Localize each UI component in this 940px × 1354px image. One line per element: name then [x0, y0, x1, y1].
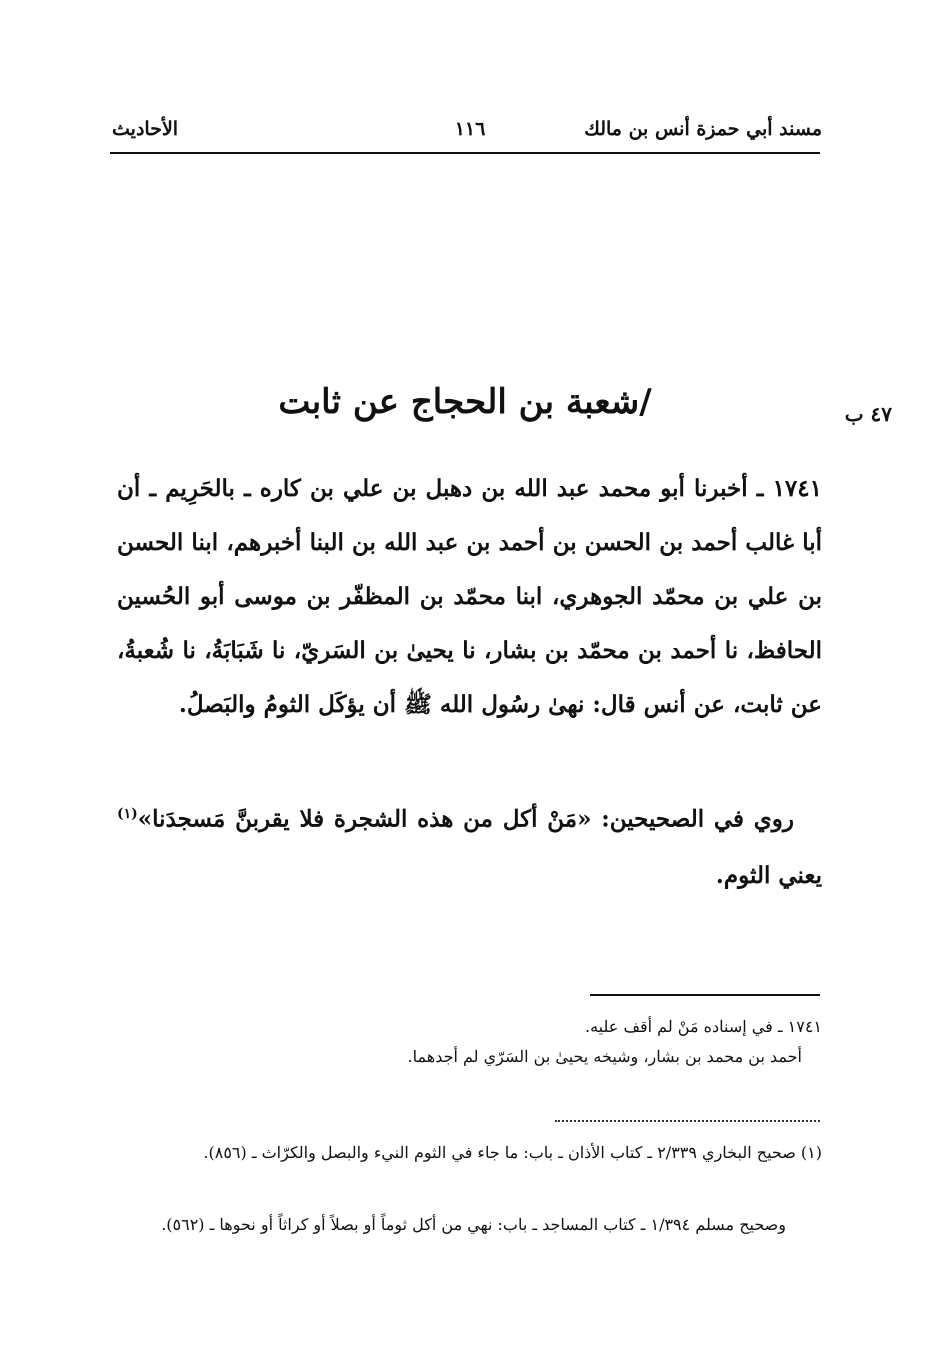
hadith-number: ١٧٤١ [772, 475, 822, 502]
footnote-ref[interactable]: (١) [117, 806, 138, 822]
footnote-1 [117, 1138, 822, 1168]
header-rule [110, 152, 820, 154]
footnote-separator [590, 994, 820, 996]
manuscript-folio-note: ٤٧ ب [844, 402, 892, 426]
footnote-1-text: صحيح البخاري ٢/٣٣٩ ـ كتاب الأذان ـ باب: ما جاء في الثوم النيء والبصل والكرّاث ـ (٨٥٦). [203, 1143, 796, 1162]
page-number: ١١٦ [454, 118, 486, 140]
running-title: مسند أبي حمزة أنس بن مالك [584, 118, 822, 140]
hadith-text [117, 462, 822, 732]
hadith-body: ـ أخبرنا أبو محمد عبد الله بن دهبل بن علي بن كاره ـ بالحَرِيم ـ أن أبا غالب أحمد بن الحسن بن أحمد بن عبد الله بن البنا أخبرهم، ابنا الحسن بن علي بن محمّد الجوهري، ابنا محمّد بن المظفّر بن موسى أبو الحُسين الحافظ، نا أحمد بن محمّد بن بشار، نا يحيىٰ بن السَريّ، نا شَبَابَةُ، نا شُعبةُ، عن ثابت، عن أنس قال: نهىٰ رسُول الله ﷺ أن يؤكَل الثومُ والبَصلُ. [117, 475, 822, 718]
commentary-text: روي في الصحيحين: «مَنْ أكل من هذه الشجرة فلا يقربنَّ مَسجدَنا» [137, 805, 794, 833]
hadith-footnote: ١٧٤١ ـ في إسناده مَنْ لم أقف عليه. [585, 1017, 822, 1036]
commentary-paragraph [117, 786, 822, 904]
footnote-1-continued-text: وصحيح مسلم ١/٣٩٤ ـ كتاب المساجد ـ باب: نهي من أكل ثوماً أو بصلاً أو كراثاً أو نحوها ـ (٥٦٢). [161, 1215, 786, 1234]
footnote-1-continued [117, 1210, 822, 1240]
commentary-text-end: يعني الثوم. [715, 861, 822, 889]
section-label: الأحاديث [112, 118, 179, 140]
hadith-footnote-line2: أحمد بن محمد بن بشار، وشيخه يحيىٰ بن السَرّي لم أجدهما. [407, 1047, 802, 1066]
section-title: /شعبة بن الحجاج عن ثابت [278, 382, 652, 422]
footnote-1-label: (١) [800, 1143, 822, 1162]
dotted-separator [555, 1120, 820, 1122]
